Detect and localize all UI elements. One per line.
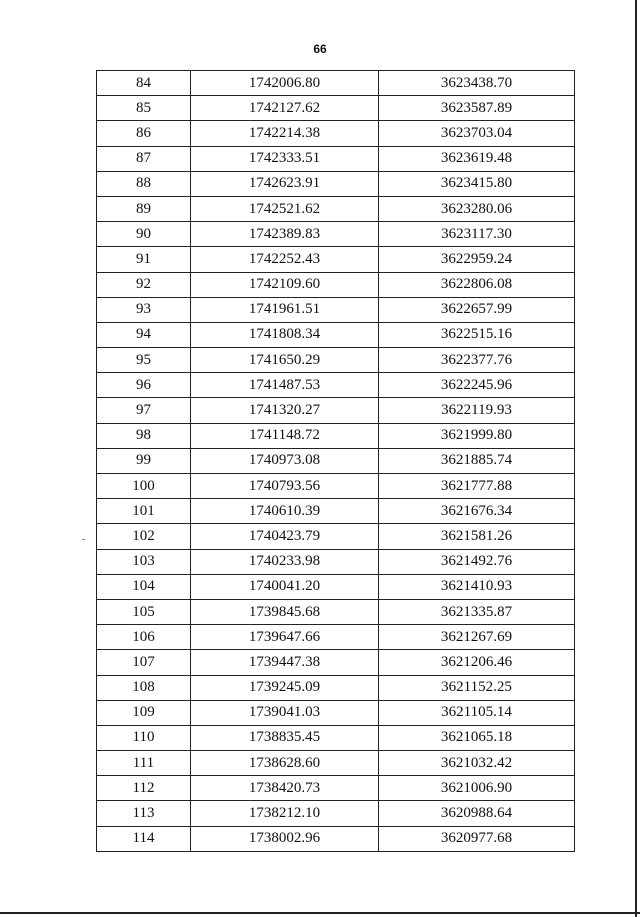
point-number-cell: 113 bbox=[97, 801, 191, 826]
table-row bbox=[97, 297, 575, 322]
point-number-cell: 102 bbox=[97, 524, 191, 549]
table-row bbox=[97, 625, 575, 650]
table-row bbox=[97, 801, 575, 826]
x-coordinate-cell: 1741961.51 bbox=[191, 297, 379, 322]
point-number-cell: 103 bbox=[97, 549, 191, 574]
point-number-cell: 104 bbox=[97, 574, 191, 599]
x-coordinate-cell: 1742521.62 bbox=[191, 196, 379, 221]
y-coordinate-cell: 3623438.70 bbox=[379, 71, 575, 96]
table-row bbox=[97, 146, 575, 171]
x-coordinate-cell: 1740973.08 bbox=[191, 448, 379, 473]
y-coordinate-cell: 3622806.08 bbox=[379, 272, 575, 297]
point-number-cell: 100 bbox=[97, 474, 191, 499]
table-row bbox=[97, 474, 575, 499]
x-coordinate-cell: 1739245.09 bbox=[191, 675, 379, 700]
y-coordinate-cell: 3622657.99 bbox=[379, 297, 575, 322]
y-coordinate-cell: 3623117.30 bbox=[379, 222, 575, 247]
x-coordinate-cell: 1740793.56 bbox=[191, 474, 379, 499]
point-number-cell: 93 bbox=[97, 297, 191, 322]
point-number-cell: 87 bbox=[97, 146, 191, 171]
x-coordinate-cell: 1739041.03 bbox=[191, 700, 379, 725]
scan-mark bbox=[82, 539, 85, 540]
y-coordinate-cell: 3621267.69 bbox=[379, 625, 575, 650]
y-coordinate-cell: 3622245.96 bbox=[379, 373, 575, 398]
table-row bbox=[97, 826, 575, 851]
y-coordinate-cell: 3621410.93 bbox=[379, 574, 575, 599]
y-coordinate-cell: 3622959.24 bbox=[379, 247, 575, 272]
table-row bbox=[97, 751, 575, 776]
x-coordinate-cell: 1742623.91 bbox=[191, 171, 379, 196]
point-number-cell: 90 bbox=[97, 222, 191, 247]
y-coordinate-cell: 3623415.80 bbox=[379, 171, 575, 196]
y-coordinate-cell: 3621492.76 bbox=[379, 549, 575, 574]
point-number-cell: 97 bbox=[97, 398, 191, 423]
x-coordinate-cell: 1738002.96 bbox=[191, 826, 379, 851]
x-coordinate-cell: 1741148.72 bbox=[191, 423, 379, 448]
table-row bbox=[97, 524, 575, 549]
table-row bbox=[97, 272, 575, 297]
table-row bbox=[97, 675, 575, 700]
y-coordinate-cell: 3622515.16 bbox=[379, 322, 575, 347]
table-row bbox=[97, 700, 575, 725]
point-number-cell: 112 bbox=[97, 776, 191, 801]
x-coordinate-cell: 1742252.43 bbox=[191, 247, 379, 272]
y-coordinate-cell: 3623619.48 bbox=[379, 146, 575, 171]
x-coordinate-cell: 1742127.62 bbox=[191, 96, 379, 121]
table-row bbox=[97, 96, 575, 121]
y-coordinate-cell: 3620977.68 bbox=[379, 826, 575, 851]
x-coordinate-cell: 1742333.51 bbox=[191, 146, 379, 171]
table-row bbox=[97, 398, 575, 423]
x-coordinate-cell: 1738835.45 bbox=[191, 725, 379, 750]
point-number-cell: 114 bbox=[97, 826, 191, 851]
table-row bbox=[97, 322, 575, 347]
y-coordinate-cell: 3621006.90 bbox=[379, 776, 575, 801]
y-coordinate-cell: 3621105.14 bbox=[379, 700, 575, 725]
point-number-cell: 84 bbox=[97, 71, 191, 96]
y-coordinate-cell: 3621885.74 bbox=[379, 448, 575, 473]
table-row bbox=[97, 247, 575, 272]
point-number-cell: 111 bbox=[97, 751, 191, 776]
y-coordinate-cell: 3620988.64 bbox=[379, 801, 575, 826]
x-coordinate-cell: 1739447.38 bbox=[191, 650, 379, 675]
y-coordinate-cell: 3623587.89 bbox=[379, 96, 575, 121]
y-coordinate-cell: 3621065.18 bbox=[379, 725, 575, 750]
table-row bbox=[97, 222, 575, 247]
y-coordinate-cell: 3621999.80 bbox=[379, 423, 575, 448]
x-coordinate-cell: 1741650.29 bbox=[191, 348, 379, 373]
point-number-cell: 106 bbox=[97, 625, 191, 650]
page-border-right bbox=[635, 0, 637, 917]
page-number: 66 bbox=[313, 42, 327, 56]
coordinates-table bbox=[96, 70, 575, 852]
point-number-cell: 109 bbox=[97, 700, 191, 725]
table-row bbox=[97, 373, 575, 398]
table-row bbox=[97, 599, 575, 624]
point-number-cell: 107 bbox=[97, 650, 191, 675]
x-coordinate-cell: 1742109.60 bbox=[191, 272, 379, 297]
y-coordinate-cell: 3623280.06 bbox=[379, 196, 575, 221]
point-number-cell: 94 bbox=[97, 322, 191, 347]
point-number-cell: 105 bbox=[97, 599, 191, 624]
point-number-cell: 110 bbox=[97, 725, 191, 750]
point-number-cell: 108 bbox=[97, 675, 191, 700]
table-row bbox=[97, 196, 575, 221]
y-coordinate-cell: 3621581.26 bbox=[379, 524, 575, 549]
x-coordinate-cell: 1740233.98 bbox=[191, 549, 379, 574]
point-number-cell: 92 bbox=[97, 272, 191, 297]
point-number-cell: 95 bbox=[97, 348, 191, 373]
table-row bbox=[97, 776, 575, 801]
table-row bbox=[97, 423, 575, 448]
x-coordinate-cell: 1740041.20 bbox=[191, 574, 379, 599]
y-coordinate-cell: 3621206.46 bbox=[379, 650, 575, 675]
x-coordinate-cell: 1741487.53 bbox=[191, 373, 379, 398]
point-number-cell: 86 bbox=[97, 121, 191, 146]
y-coordinate-cell: 3622377.76 bbox=[379, 348, 575, 373]
table-row bbox=[97, 725, 575, 750]
x-coordinate-cell: 1741320.27 bbox=[191, 398, 379, 423]
table-row bbox=[97, 121, 575, 146]
x-coordinate-cell: 1739845.68 bbox=[191, 599, 379, 624]
x-coordinate-cell: 1738628.60 bbox=[191, 751, 379, 776]
table-row bbox=[97, 549, 575, 574]
x-coordinate-cell: 1742214.38 bbox=[191, 121, 379, 146]
point-number-cell: 98 bbox=[97, 423, 191, 448]
y-coordinate-cell: 3622119.93 bbox=[379, 398, 575, 423]
x-coordinate-cell: 1742389.83 bbox=[191, 222, 379, 247]
x-coordinate-cell: 1740423.79 bbox=[191, 524, 379, 549]
table-row bbox=[97, 574, 575, 599]
y-coordinate-cell: 3621152.25 bbox=[379, 675, 575, 700]
table-row bbox=[97, 499, 575, 524]
y-coordinate-cell: 3621777.88 bbox=[379, 474, 575, 499]
y-coordinate-cell: 3621032.42 bbox=[379, 751, 575, 776]
point-number-cell: 91 bbox=[97, 247, 191, 272]
point-number-cell: 88 bbox=[97, 171, 191, 196]
page-border-bottom bbox=[0, 912, 640, 914]
x-coordinate-cell: 1740610.39 bbox=[191, 499, 379, 524]
point-number-cell: 85 bbox=[97, 96, 191, 121]
table-row bbox=[97, 71, 575, 96]
table-row bbox=[97, 171, 575, 196]
y-coordinate-cell: 3621676.34 bbox=[379, 499, 575, 524]
x-coordinate-cell: 1742006.80 bbox=[191, 71, 379, 96]
x-coordinate-cell: 1741808.34 bbox=[191, 322, 379, 347]
y-coordinate-cell: 3621335.87 bbox=[379, 599, 575, 624]
table-row bbox=[97, 650, 575, 675]
coordinates-table-body bbox=[97, 71, 575, 852]
y-coordinate-cell: 3623703.04 bbox=[379, 121, 575, 146]
point-number-cell: 89 bbox=[97, 196, 191, 221]
table-row bbox=[97, 448, 575, 473]
x-coordinate-cell: 1738420.73 bbox=[191, 776, 379, 801]
point-number-cell: 99 bbox=[97, 448, 191, 473]
x-coordinate-cell: 1739647.66 bbox=[191, 625, 379, 650]
point-number-cell: 101 bbox=[97, 499, 191, 524]
table-row bbox=[97, 348, 575, 373]
x-coordinate-cell: 1738212.10 bbox=[191, 801, 379, 826]
point-number-cell: 96 bbox=[97, 373, 191, 398]
